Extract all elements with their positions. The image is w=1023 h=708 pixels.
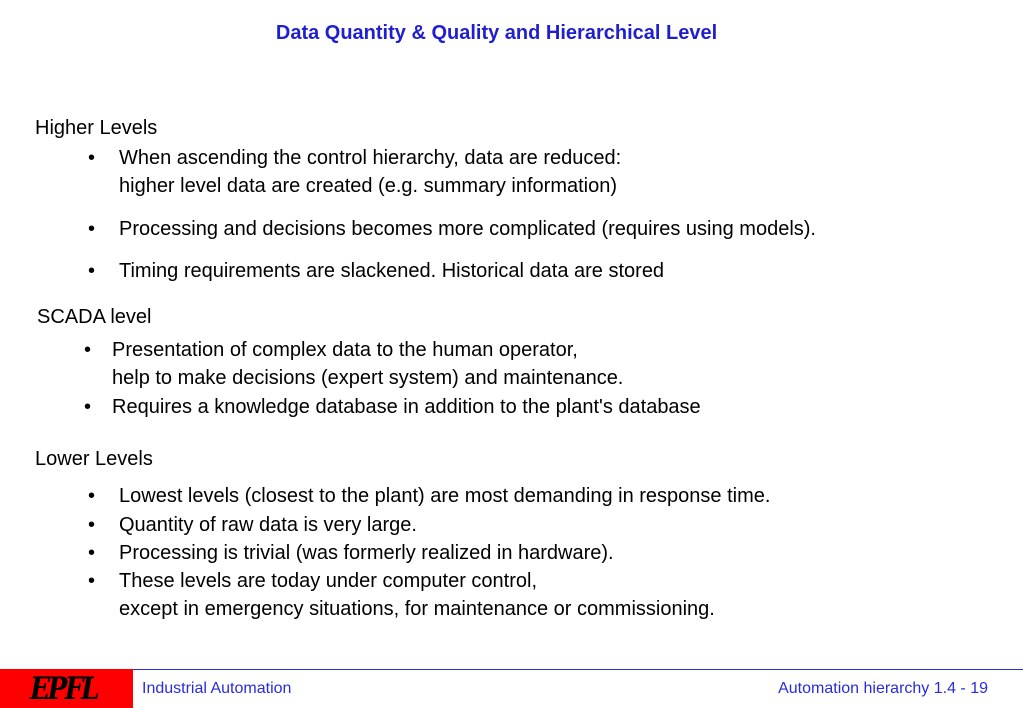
bullet-text-line: Processing and decisions becomes more complicated (requires using models). bbox=[119, 218, 816, 240]
bullet-item bbox=[88, 215, 988, 243]
bullet-glyph: • bbox=[88, 570, 96, 592]
bullet-item bbox=[88, 257, 988, 285]
footer-page-label: Automation hierarchy 1.4 - 19 bbox=[778, 680, 988, 697]
slide-title: Data Quantity & Quality and Hierarchical Level bbox=[275, 22, 718, 44]
footer-course-title: Industrial Automation bbox=[142, 680, 292, 697]
bullet-item bbox=[84, 336, 984, 392]
bullet-text-line: Timing requirements are slackened. Historical data are stored bbox=[119, 260, 665, 282]
bullet-item bbox=[88, 539, 988, 567]
bullet-text-line: higher level data are created (e.g. summary information) bbox=[119, 175, 618, 197]
bullet-glyph: • bbox=[88, 260, 96, 282]
bullet-text-line: except in emergency situations, for maintenance or commissioning. bbox=[119, 598, 715, 620]
bullet-text-line: These levels are today under computer control, bbox=[119, 570, 537, 592]
bullet-item bbox=[84, 393, 984, 421]
bullet-glyph: • bbox=[88, 542, 96, 564]
section-heading-lower-levels: Lower Levels bbox=[35, 448, 153, 470]
bullet-item bbox=[88, 567, 988, 623]
bullet-text-line: Processing is trivial (was formerly realized in hardware). bbox=[119, 542, 614, 564]
bullet-item bbox=[88, 144, 988, 200]
footer-divider bbox=[133, 669, 1023, 670]
bullet-glyph: • bbox=[88, 218, 96, 240]
bullet-text-line: help to make decisions (expert system) and maintenance. bbox=[112, 367, 624, 389]
bullet-text-line: Lowest levels (closest to the plant) are most demanding in response time. bbox=[119, 485, 771, 507]
bullet-glyph: • bbox=[88, 147, 96, 169]
bullet-glyph: • bbox=[88, 485, 96, 507]
bullet-item bbox=[88, 511, 988, 539]
bullet-item bbox=[88, 482, 988, 510]
section-heading-higher-levels: Higher Levels bbox=[35, 117, 158, 139]
bullet-text-line: Requires a knowledge database in addition to the plant's database bbox=[112, 396, 701, 418]
epfl-logo bbox=[0, 669, 133, 708]
bullet-glyph: • bbox=[88, 514, 96, 536]
bullet-glyph: • bbox=[84, 396, 92, 418]
bullet-text-line: Presentation of complex data to the human operator, bbox=[112, 339, 578, 361]
bullet-glyph: • bbox=[84, 339, 92, 361]
bullet-text-line: Quantity of raw data is very large. bbox=[119, 514, 417, 536]
bullet-text-line: When ascending the control hierarchy, data are reduced: bbox=[119, 147, 622, 169]
section-heading-scada-level: SCADA level bbox=[37, 306, 152, 328]
logo-wordmark: EPFL bbox=[30, 671, 97, 707]
